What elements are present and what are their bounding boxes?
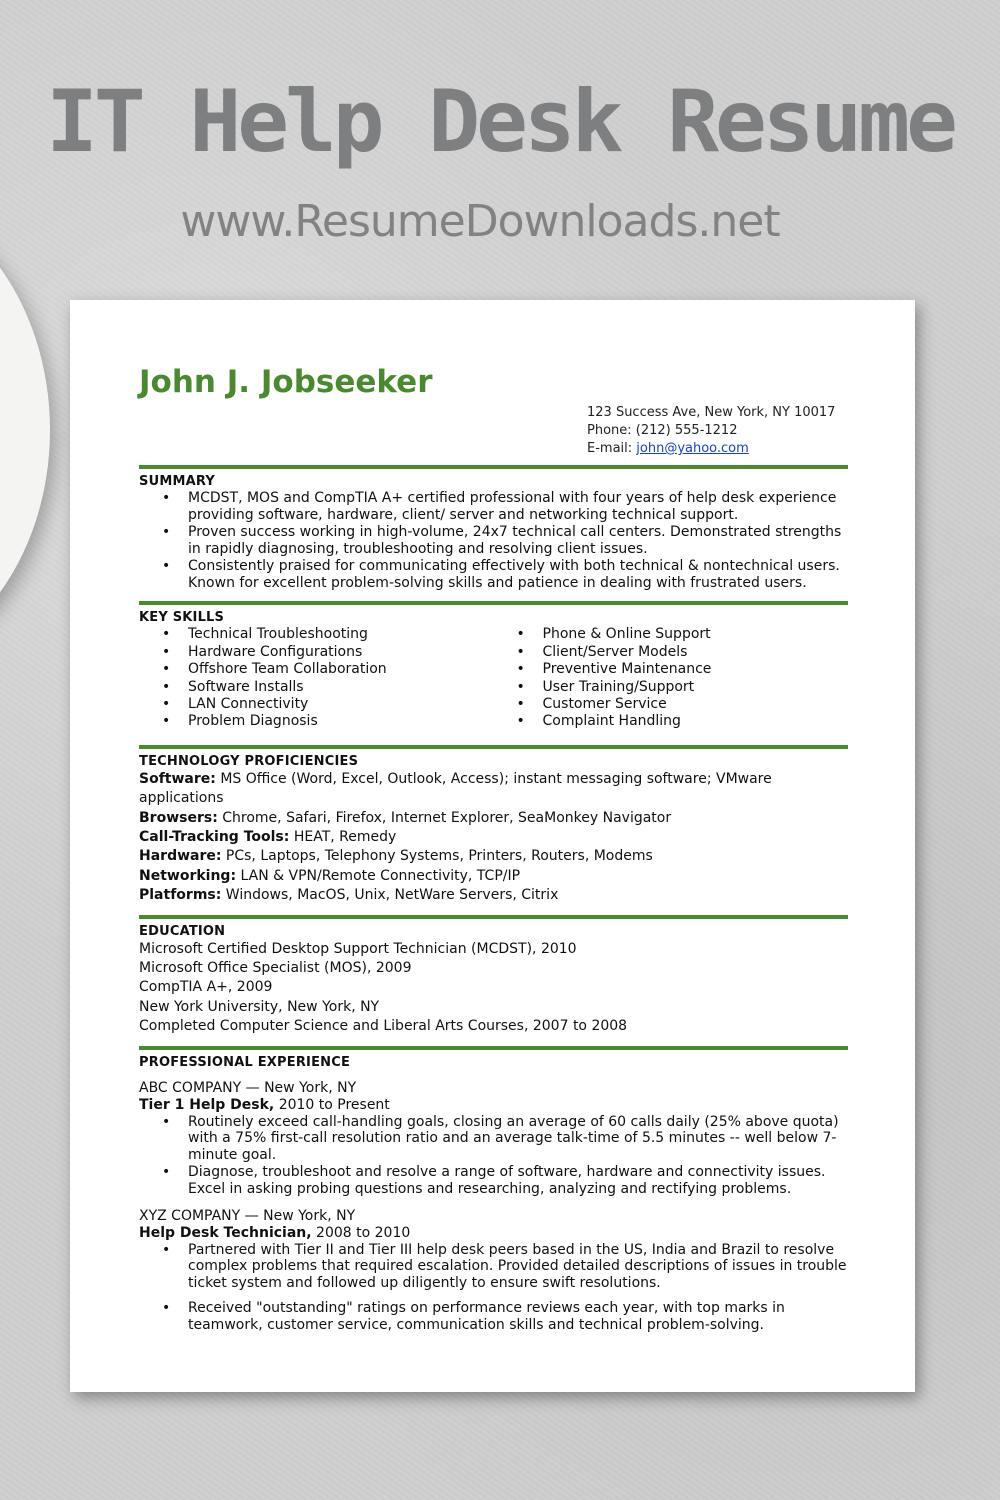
tech-label: Browsers:	[139, 809, 218, 826]
job-entry	[139, 1080, 848, 1198]
contact-address: 123 Success Ave, New York, NY 10017	[587, 405, 836, 420]
list-item: • Diagnose, troubleshoot and resolve a range of software, hardware and connectivity issues. Excel in asking probing questions and researching, analyzing and rectifying problems.	[188, 1164, 848, 1198]
tech-label: Call-Tracking Tools:	[139, 828, 290, 845]
job-title: Tier 1 Help Desk,	[139, 1096, 275, 1113]
education-line: Microsoft Office Specialist (MOS), 2009	[139, 959, 412, 976]
list-item: • Proven success working in high-volume, 24x7 technical call centers. Demonstrated strengths in rapidly diagnosing, troubleshooting and resolving client issues.	[188, 524, 848, 558]
list-item: • Customer Service	[543, 696, 849, 713]
section-heading: SUMMARY	[139, 474, 215, 489]
list-item: • Problem Diagnosis	[188, 713, 494, 730]
contact-email-link[interactable]: john@yahoo.com	[636, 441, 749, 456]
resume-name: John J. Jobseeker	[139, 364, 433, 400]
job-bullets	[139, 1242, 848, 1334]
tech-row	[139, 886, 848, 905]
contact-phone: (212) 555-1212	[635, 423, 738, 438]
education-line: CompTIA A+, 2009	[139, 979, 273, 996]
list-item: • LAN Connectivity	[188, 696, 494, 713]
decorative-plate	[0, 190, 50, 670]
tech-row	[139, 847, 848, 866]
tech-row	[139, 770, 848, 809]
job-title: Help Desk Technician,	[139, 1224, 312, 1241]
experience-section	[139, 1055, 848, 1334]
education-section	[139, 924, 848, 1037]
education-line: New York University, New York, NY	[139, 998, 380, 1015]
list-item: • Preventive Maintenance	[543, 661, 849, 678]
section-heading: TECHNOLOGY PROFICIENCIES	[139, 753, 359, 769]
job-role	[139, 1225, 848, 1242]
skills-section	[139, 610, 848, 730]
job-company: ABC COMPANY — New York, NY	[139, 1079, 357, 1096]
job-dates: 2010 to Present	[278, 1096, 390, 1113]
resume-content	[139, 465, 848, 1334]
job-entry	[139, 1208, 848, 1334]
job-bullets	[139, 1114, 848, 1198]
tech-row	[139, 867, 848, 886]
tech-label: Hardware:	[139, 848, 222, 865]
section-heading: PROFESSIONAL EXPERIENCE	[139, 1054, 351, 1070]
list-item: • Software Installs	[188, 679, 494, 696]
tech-label: Software:	[139, 770, 216, 787]
tech-value: MS Office (Word, Excel, Outlook, Access); instant messaging software; VMware applications	[139, 770, 772, 807]
list-item: • Consistently praised for communicating effectively with both technical & nontechnical users. Known for excellent problem-solving skills and patience in dealing with frustrated users.	[188, 558, 848, 592]
skills-grid	[139, 626, 848, 730]
contact-phone-line	[587, 422, 835, 440]
job-company: XYZ COMPANY — New York, NY	[139, 1207, 356, 1224]
education-line: Completed Computer Science and Liberal Arts Courses, 2007 to 2008	[139, 1018, 628, 1035]
section-divider	[139, 915, 848, 919]
section-heading: KEY SKILLS	[139, 610, 225, 626]
section-divider	[139, 1046, 848, 1050]
job-dates: 2008 to 2010	[316, 1224, 411, 1241]
tech-label: Networking:	[139, 867, 237, 884]
list-item: • Phone & Online Support	[543, 626, 849, 643]
section-divider	[139, 465, 848, 469]
list-item: • User Training/Support	[543, 679, 849, 696]
tech-row	[139, 809, 848, 828]
list-item: • Routinely exceed call-handling goals, closing an average of 60 calls daily (25% above quota) with a 75% first-call resolution ratio and an average talk-time of 5.5 minutes -- well below 7-minute goal.	[188, 1114, 848, 1164]
education-line: Microsoft Certified Desktop Support Technician (MCDST), 2010	[139, 940, 577, 957]
section-divider	[139, 745, 848, 749]
list-item: • Hardware Configurations	[188, 644, 494, 661]
list-item: • MCDST, MOS and CompTIA A+ certified professional with four years of help desk experience providing software, hardware, client/ server and networking technical support.	[188, 490, 848, 524]
section-divider	[139, 601, 848, 605]
list-item: • Partnered with Tier II and Tier III help desk peers based in the US, India and Brazil to resolve complex problems that required escalation. Provided detailed descriptions of issues in trouble ticket system and followed up diligently to ensure swift resolutions.	[188, 1242, 848, 1292]
resume-sheet	[70, 300, 915, 1392]
section-heading: EDUCATION	[139, 923, 226, 939]
summary-list	[139, 490, 848, 592]
skills-list-right	[494, 626, 849, 730]
tech-value: LAN & VPN/Remote Connectivity, TCP/IP	[240, 867, 521, 884]
list-item: • Complaint Handling	[543, 713, 849, 730]
tech-value: Chrome, Safari, Firefox, Internet Explorer, SeaMonkey Navigator	[222, 809, 672, 826]
summary-section	[139, 474, 848, 592]
contact-email-label: E-mail:	[587, 441, 633, 456]
tech-value: Windows, MacOS, Unix, NetWare Servers, Citrix	[225, 887, 559, 904]
tech-value: PCs, Laptops, Telephony Systems, Printers, Routers, Modems	[225, 848, 653, 865]
contact-block	[587, 404, 835, 458]
banner-url: www.ResumeDownloads.net	[180, 196, 780, 247]
list-item: • Technical Troubleshooting	[188, 626, 494, 643]
list-item: • Client/Server Models	[543, 644, 849, 661]
contact-phone-label: Phone:	[587, 423, 632, 438]
list-item: • Offshore Team Collaboration	[188, 661, 494, 678]
tech-section	[139, 754, 848, 906]
tech-row	[139, 828, 848, 847]
skills-list-left	[139, 626, 494, 730]
tech-label: Platforms:	[139, 887, 222, 904]
tech-value: HEAT, Remedy	[293, 828, 397, 845]
job-role	[139, 1097, 848, 1114]
banner-title: IT Help Desk Resume	[46, 72, 954, 172]
contact-email-line	[587, 440, 835, 458]
list-item: • Received "outstanding" ratings on performance reviews each year, with top marks in teamwork, customer service, communication skills and technical problem-solving.	[188, 1300, 848, 1334]
